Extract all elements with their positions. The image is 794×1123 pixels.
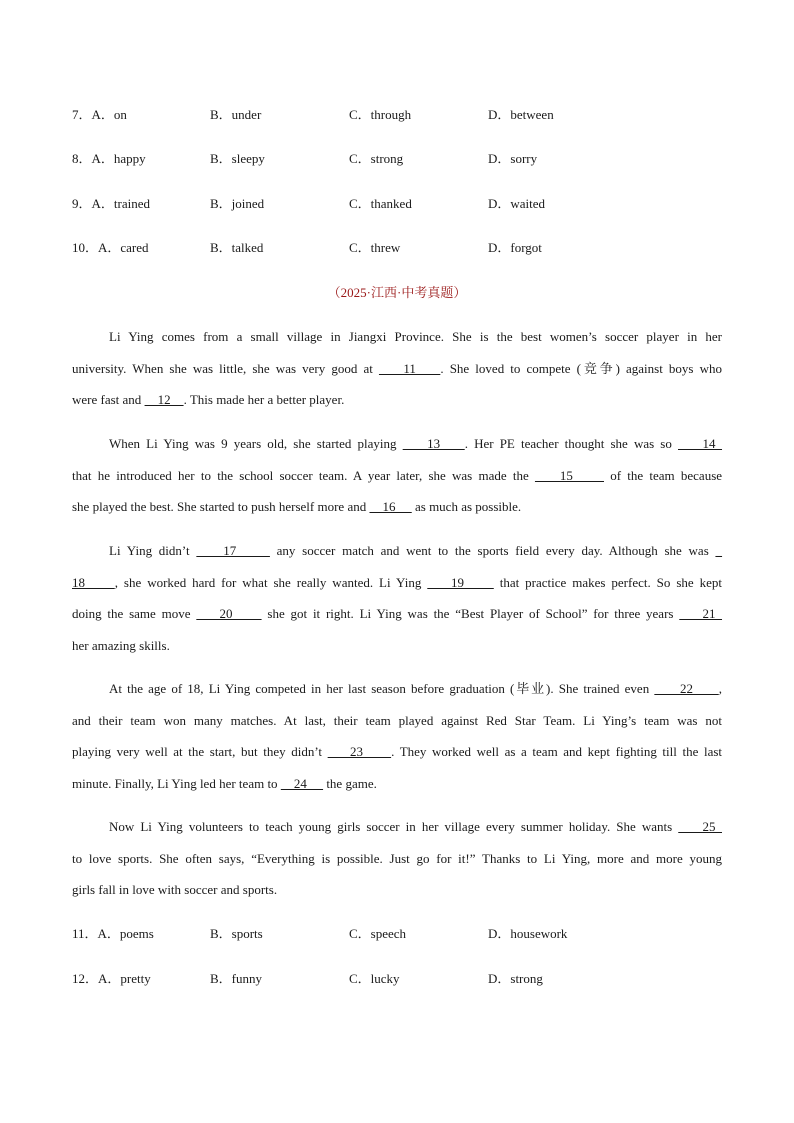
passage-text: she played the best. She started to push herself more and [72,499,370,514]
passage-text: that practice makes perfect. So she kept [493,574,722,590]
option-b: B．funny [210,971,263,986]
passage-line [72,811,722,843]
answer-blank: _ [715,543,722,558]
passage-text: Now Li Ying volunteers to teach young girls soccer in her village every summer holiday. She wants [109,819,679,834]
question-row [72,923,752,943]
passage-line [35,630,722,662]
passage-text: When Li Ying was 9 years old, she started playing [109,436,403,451]
passage-text: that he introduced her to the school soccer team. A year later, she was made the [72,467,535,483]
question-row [72,148,752,168]
answer-blank: 17 [196,543,270,558]
passage-text: playing very well at the start, but they didn’t [72,744,328,759]
option-b: B．under [210,107,262,122]
question-row [72,237,752,257]
passage-line [35,491,722,523]
answer-blank: 21 [679,606,723,621]
answer-blank: 20 [196,606,262,621]
option-c: C．thanked [349,196,412,211]
option-b: B．sports [210,926,263,941]
answer-blank: 25 [678,819,722,834]
passage-text: Li Ying didn’t [109,543,197,558]
answer-blank: 24 [280,775,324,791]
question-row [72,968,752,988]
answer-blank: 13 [402,436,465,451]
option-c: C．speech [349,926,407,941]
question-number-option-a: 12．A．pretty [72,971,151,986]
passage-line [72,428,722,460]
question-number-option-a: 8．A．happy [72,151,146,166]
answer-blank: 22 [654,681,719,696]
question-number-option-a: 7．A．on [72,107,127,122]
passage-text: girls fall in love with soccer and sports. [72,882,278,897]
passage-paragraph [72,811,722,906]
passage-line [35,705,722,737]
passage-text: to love sports. She often says, “Everything is possible. Just go for it!” Thanks to Li Ying, more and more young [72,850,722,866]
answer-blank: 12 [144,392,184,407]
answer-blank: 16 [369,499,412,514]
passage-paragraph [72,428,722,523]
passage-line [35,598,722,630]
passage-line [35,874,722,906]
passage-text: university. When she was little, she was very good at [72,360,379,376]
passage-line [35,843,722,875]
passage-text: . They worked well as a team and kept fighting till the last [391,744,723,759]
question-number-option-a: 10．A．cared [72,240,149,255]
passage-text: minute. Finally, Li Ying led her team to [72,775,281,791]
answer-blank: 23 [327,744,392,759]
question-row [72,104,752,124]
passage-line [35,460,722,492]
passage-text: she got it right. Li Ying was the “Best Player of School” for three years [261,606,680,621]
option-c: C．threw [349,240,401,255]
option-d: D．waited [488,196,546,211]
option-d: D．strong [488,971,543,986]
passage-text: her amazing skills. [72,637,170,653]
passage-text: were fast and [72,392,145,407]
option-d: D．housework [488,926,568,941]
passage-text: doing the same move [72,606,197,621]
answer-blank: 19 [427,574,494,590]
passage-line [35,384,722,416]
passage-text: . This made her a better player. [183,392,345,407]
option-d: D．forgot [488,240,542,255]
answer-blank: 18 [72,574,115,590]
passage-text: , she worked hard for what she really wanted. Li Ying [114,574,428,590]
option-b: B．talked [210,240,264,255]
option-d: D．sorry [488,151,538,166]
passage-text: Li Ying comes from a small village in Jiangxi Province. She is the best women’s soccer player in her [109,329,722,344]
question-number-option-a: 11．A．poems [72,926,154,941]
option-c: C．lucky [349,971,400,986]
question-row [72,193,752,213]
option-b: B．joined [210,196,265,211]
passage-text: At the age of 18, Li Ying competed in her last season before graduation (毕业). She trained even [109,681,655,696]
passage-text: the game. [323,775,377,791]
passage-line [72,673,722,705]
passage-text: as much as possible. [411,499,522,514]
option-d: D．between [488,107,554,122]
option-c: C．through [349,107,412,122]
passage-text: of the team because [604,467,723,483]
passage-line [72,321,722,353]
option-c: C．strong [349,151,404,166]
answer-blank: 11 [378,360,441,376]
option-b: B．sleepy [210,151,265,166]
passage-text: . She loved to compete (竞争) against boys who [440,360,722,376]
answer-blank: 14 [678,436,723,451]
passage-line [72,535,722,567]
passage-text: any soccer match and went to the sports field every day. Although she was [269,543,716,558]
passage-line [35,768,722,800]
passage-text: , [718,681,722,696]
passage-line [35,567,722,599]
source-label: （2025·江西·中考真题） [327,285,467,300]
passage-text: and their team won many matches. At last, their team played against Red Star Team. Li Ying’s team was not [72,712,722,728]
answer-blank: 15 [534,467,604,483]
passage-text: . Her PE teacher thought she was so [464,436,678,451]
passage-paragraph [72,535,722,661]
passage-paragraph [72,321,722,416]
passage-line [35,353,722,385]
question-number-option-a: 9．A．trained [72,196,150,211]
passage-line [35,736,722,768]
passage-paragraph [72,673,722,799]
